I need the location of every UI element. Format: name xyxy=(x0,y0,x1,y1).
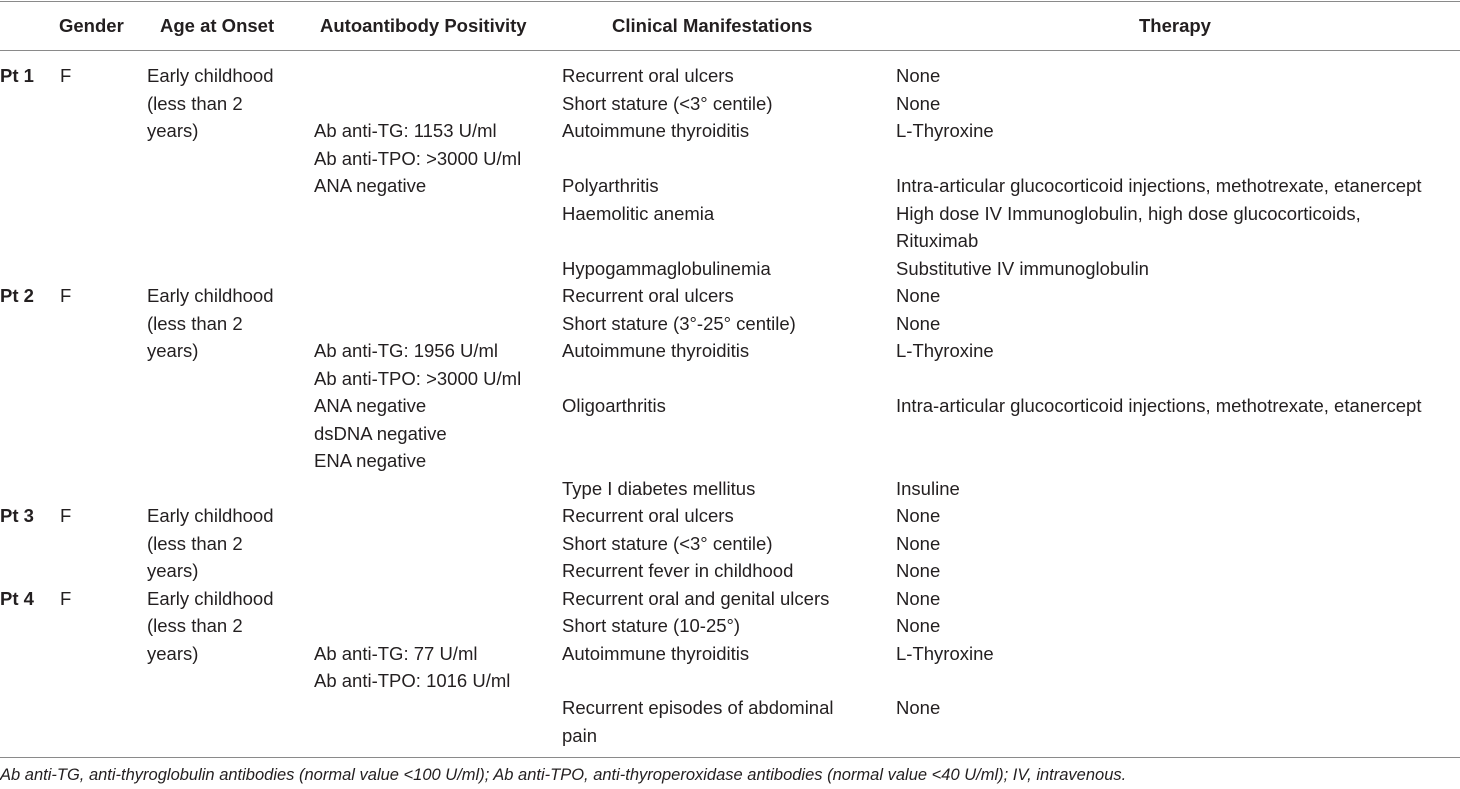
header-age-at-onset: Age at Onset xyxy=(160,15,275,36)
therapy-entry: High dose IV Immunoglobulin, high dose glucocorticoids, xyxy=(896,202,1361,224)
therapy-entry: None xyxy=(896,587,941,609)
age-at-onset-line: Early childhood xyxy=(147,65,274,86)
clinical-manifestation: Short stature (<3° centile) xyxy=(562,532,773,554)
table-bottom-rule xyxy=(0,757,1460,758)
age-at-onset-line: Early childhood xyxy=(147,587,274,609)
therapy-entry: None xyxy=(896,92,941,114)
therapy-entry: None xyxy=(896,532,941,554)
age-at-onset-line: years) xyxy=(147,642,199,664)
age-at-onset-line: (less than 2 xyxy=(147,312,243,334)
header-clinical: Clinical Manifestations xyxy=(612,15,813,36)
clinical-manifestation: Type I diabetes mellitus xyxy=(562,477,756,499)
clinical-manifestation: Recurrent oral ulcers xyxy=(562,285,734,306)
patient-label: Pt 2 xyxy=(0,285,34,306)
clinical-manifestation: Recurrent oral ulcers xyxy=(562,505,734,526)
therapy-entry: L-Thyroxine xyxy=(896,340,994,361)
patient-gender: F xyxy=(60,65,72,86)
therapy-entry: L-Thyroxine xyxy=(896,120,994,141)
clinical-manifestation: Oligoarthritis xyxy=(562,395,666,416)
age-at-onset-line: (less than 2 xyxy=(147,92,243,114)
patient-gender: F xyxy=(60,285,72,306)
therapy-entry: Insuline xyxy=(896,477,960,499)
patient-label: Pt 3 xyxy=(0,505,34,526)
patient-label: Pt 4 xyxy=(0,587,34,609)
clinical-manifestation: Recurrent fever in childhood xyxy=(562,560,794,581)
clinical-manifestation: Autoimmune thyroiditis xyxy=(562,120,750,141)
age-at-onset-line: years) xyxy=(147,340,199,361)
therapy-entry: Intra-articular glucocorticoid injections, methotrexate, etanercept xyxy=(896,395,1422,416)
therapy-entry: None xyxy=(896,697,941,718)
clinical-manifestation: pain xyxy=(562,724,597,746)
clinical-manifestation: Short stature (<3° centile) xyxy=(562,92,773,114)
header-autoantibody: Autoantibody Positivity xyxy=(320,15,527,36)
table-top-rule xyxy=(0,1,1460,2)
autoantibody-result: Ab anti-TG: 1153 U/ml xyxy=(314,120,497,141)
patient-gender: F xyxy=(60,587,72,609)
age-at-onset-line: years) xyxy=(147,560,199,581)
clinical-manifestation: Short stature (10-25°) xyxy=(562,615,741,636)
therapy-entry: None xyxy=(896,505,941,526)
age-at-onset-line: Early childhood xyxy=(147,505,274,526)
age-at-onset-line: Early childhood xyxy=(147,285,274,306)
clinical-manifestation: Autoimmune thyroiditis xyxy=(562,340,750,361)
table-footnote: Ab anti-TG, anti-thyroglobulin antibodies (normal value <100 U/ml); Ab anti-TPO, anti-thyroperoxidase antibodies (normal value <40 U/ml); IV, intravenous. xyxy=(0,766,1127,784)
header-rule xyxy=(0,50,1460,51)
autoantibody-result: ANA negative xyxy=(314,175,427,196)
therapy-entry: Rituximab xyxy=(896,230,979,251)
autoantibody-result: ENA negative xyxy=(314,450,427,471)
autoantibody-result: Ab anti-TG: 1956 U/ml xyxy=(314,340,499,361)
age-at-onset-line: years) xyxy=(147,120,199,141)
therapy-entry: None xyxy=(896,65,941,86)
therapy-entry: Substitutive IV immunoglobulin xyxy=(896,257,1149,279)
patient-gender: F xyxy=(60,505,72,526)
autoantibody-result: Ab anti-TPO: 1016 U/ml xyxy=(314,670,511,691)
clinical-manifestation: Hypogammaglobulinemia xyxy=(562,257,771,279)
clinical-manifestation: Short stature (3°-25° centile) xyxy=(562,312,796,334)
clinical-manifestation: Autoimmune thyroiditis xyxy=(562,642,750,664)
header-gender: Gender xyxy=(59,15,124,36)
clinical-manifestation: Haemolitic anemia xyxy=(562,202,715,224)
autoantibody-result: Ab anti-TPO: >3000 U/ml xyxy=(314,367,522,389)
patient-label: Pt 1 xyxy=(0,65,34,86)
therapy-entry: None xyxy=(896,285,941,306)
clinical-manifestation: Recurrent oral ulcers xyxy=(562,65,734,86)
therapy-entry: None xyxy=(896,560,941,581)
therapy-entry: None xyxy=(896,312,941,334)
autoantibody-result: Ab anti-TPO: >3000 U/ml xyxy=(314,147,522,169)
autoantibody-result: Ab anti-TG: 77 U/ml xyxy=(314,642,478,664)
therapy-entry: Intra-articular glucocorticoid injections, methotrexate, etanercept xyxy=(896,175,1422,196)
clinical-manifestation: Recurrent episodes of abdominal xyxy=(562,697,834,718)
age-at-onset-line: (less than 2 xyxy=(147,615,243,636)
age-at-onset-line: (less than 2 xyxy=(147,532,243,554)
clinical-manifestation: Polyarthritis xyxy=(562,175,659,196)
therapy-entry: L-Thyroxine xyxy=(896,642,994,664)
header-therapy: Therapy xyxy=(1139,15,1211,36)
clinical-manifestation: Recurrent oral and genital ulcers xyxy=(562,587,830,609)
autoantibody-result: ANA negative xyxy=(314,395,427,416)
autoantibody-result: dsDNA negative xyxy=(314,422,447,444)
therapy-entry: None xyxy=(896,615,941,636)
